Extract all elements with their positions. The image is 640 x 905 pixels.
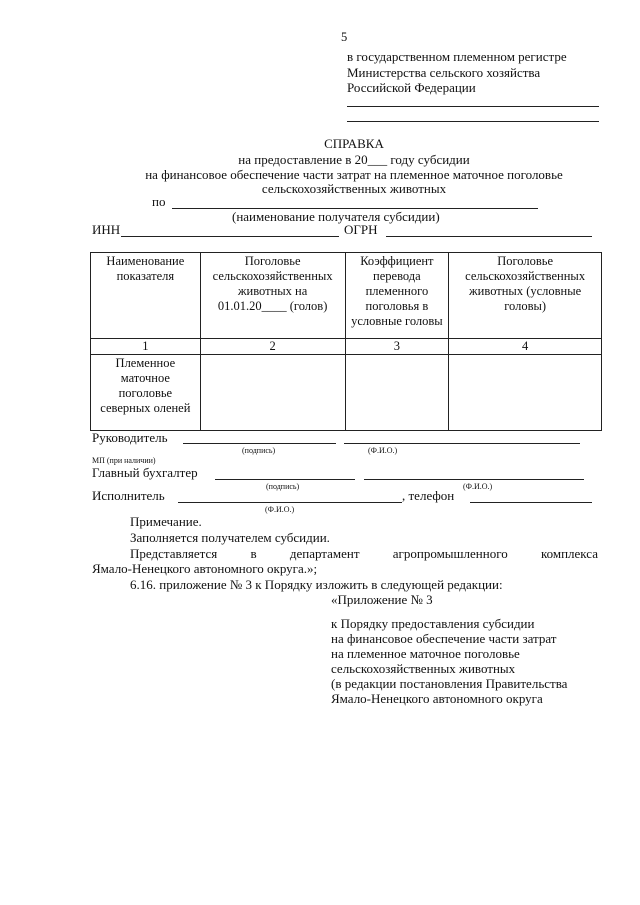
inn-line [121,236,339,237]
header-line-2: Министерства сельского хозяйства [347,65,541,80]
executor-fio-caption: (Ф.И.О.) [265,505,295,514]
accountant-label: Главный бухгалтер [92,465,198,480]
appendix-line-5: (в редакции постановления Правительства [331,676,568,691]
header-coefficient: Коэффициент перевода племенного поголовья в условные головы [345,253,449,339]
note-title: Примечание. [130,514,202,529]
recipient-caption: (наименование получателя субсидии) [232,209,440,224]
doc-title: СПРАВКА [324,136,384,151]
appendix-line-1: к Порядку предоставления субсидии [331,616,535,631]
accountant-fio-line [364,479,584,480]
cell-conditional-value[interactable] [449,355,602,431]
table-row [91,355,602,431]
ogrn-label: ОГРН [344,222,378,237]
head-label: Руководитель [92,430,168,445]
header-blank-line-1 [347,106,599,107]
col-number-2: 2 [200,339,345,355]
accountant-sign-caption: (подпись) [266,482,300,491]
header-line-1: в государственном племенном регистре [347,49,567,64]
note-line-2a: Представляется в департамент агропромышленного комплекса [130,546,598,561]
header-livestock: Поголовье сельскохозяйственных животных на 01.01.20____ (голов) [200,253,345,339]
inn-label: ИНН [92,222,121,237]
phone-label: , телефон [402,488,455,503]
appendix-title: «Приложение № 3 [331,592,433,607]
col-number-4: 4 [449,339,602,355]
accountant-fio-caption: (Ф.И.О.) [463,482,493,491]
po-label: по [152,194,166,209]
head-fio-line [344,443,580,444]
mp-label: МП (при наличии) [92,456,156,465]
head-fio-caption: (Ф.И.О.) [368,446,398,455]
cell-livestock-value[interactable] [200,355,345,431]
subsidy-table [90,252,602,431]
appendix-line-3: на племенное маточное поголовье [331,646,520,661]
table-header-row [91,253,602,339]
page-number: 5 [341,30,348,44]
head-sign-caption: (подпись) [242,446,276,455]
appendix-line-2: на финансовое обеспечение части затрат [331,631,557,646]
table-number-row [91,339,602,355]
phone-line [470,502,592,503]
appendix-line-4: сельскохозяйственных животных [331,661,516,676]
title-line-1: на предоставление в 20___ году субсидии [238,152,470,167]
title-line-2: на финансовое обеспечение части затрат на племенное маточное поголовье [145,167,563,182]
col-number-1: 1 [91,339,201,355]
header-line-3: Российской Федерации [347,80,476,95]
header-blank-line-2 [347,121,599,122]
executor-label: Исполнитель [92,488,165,503]
cell-coefficient-value[interactable] [345,355,449,431]
appendix-line-6: Ямало-Ненецкого автономного округа [331,691,543,706]
col-number-3: 3 [345,339,449,355]
amendment-text: 6.16. приложение № 3 к Порядку изложить в следующей редакции: [130,577,503,592]
title-line-3: сельскохозяйственных животных [261,181,447,196]
ogrn-line [386,236,592,237]
note-line-2b: Ямало-Ненецкого автономного округа.»; [92,561,318,576]
executor-name-line [178,502,402,503]
note-line-1: Заполняется получателем субсидии. [130,530,330,545]
head-signature-line [183,443,336,444]
header-indicator: Наименование показателя [91,253,201,339]
header-conditional-heads: Поголовье сельскохозяйственных животных (условные головы) [449,253,602,339]
accountant-signature-line [215,479,355,480]
row-label-reindeer: Племенное маточное поголовье северных оленей [91,355,201,431]
